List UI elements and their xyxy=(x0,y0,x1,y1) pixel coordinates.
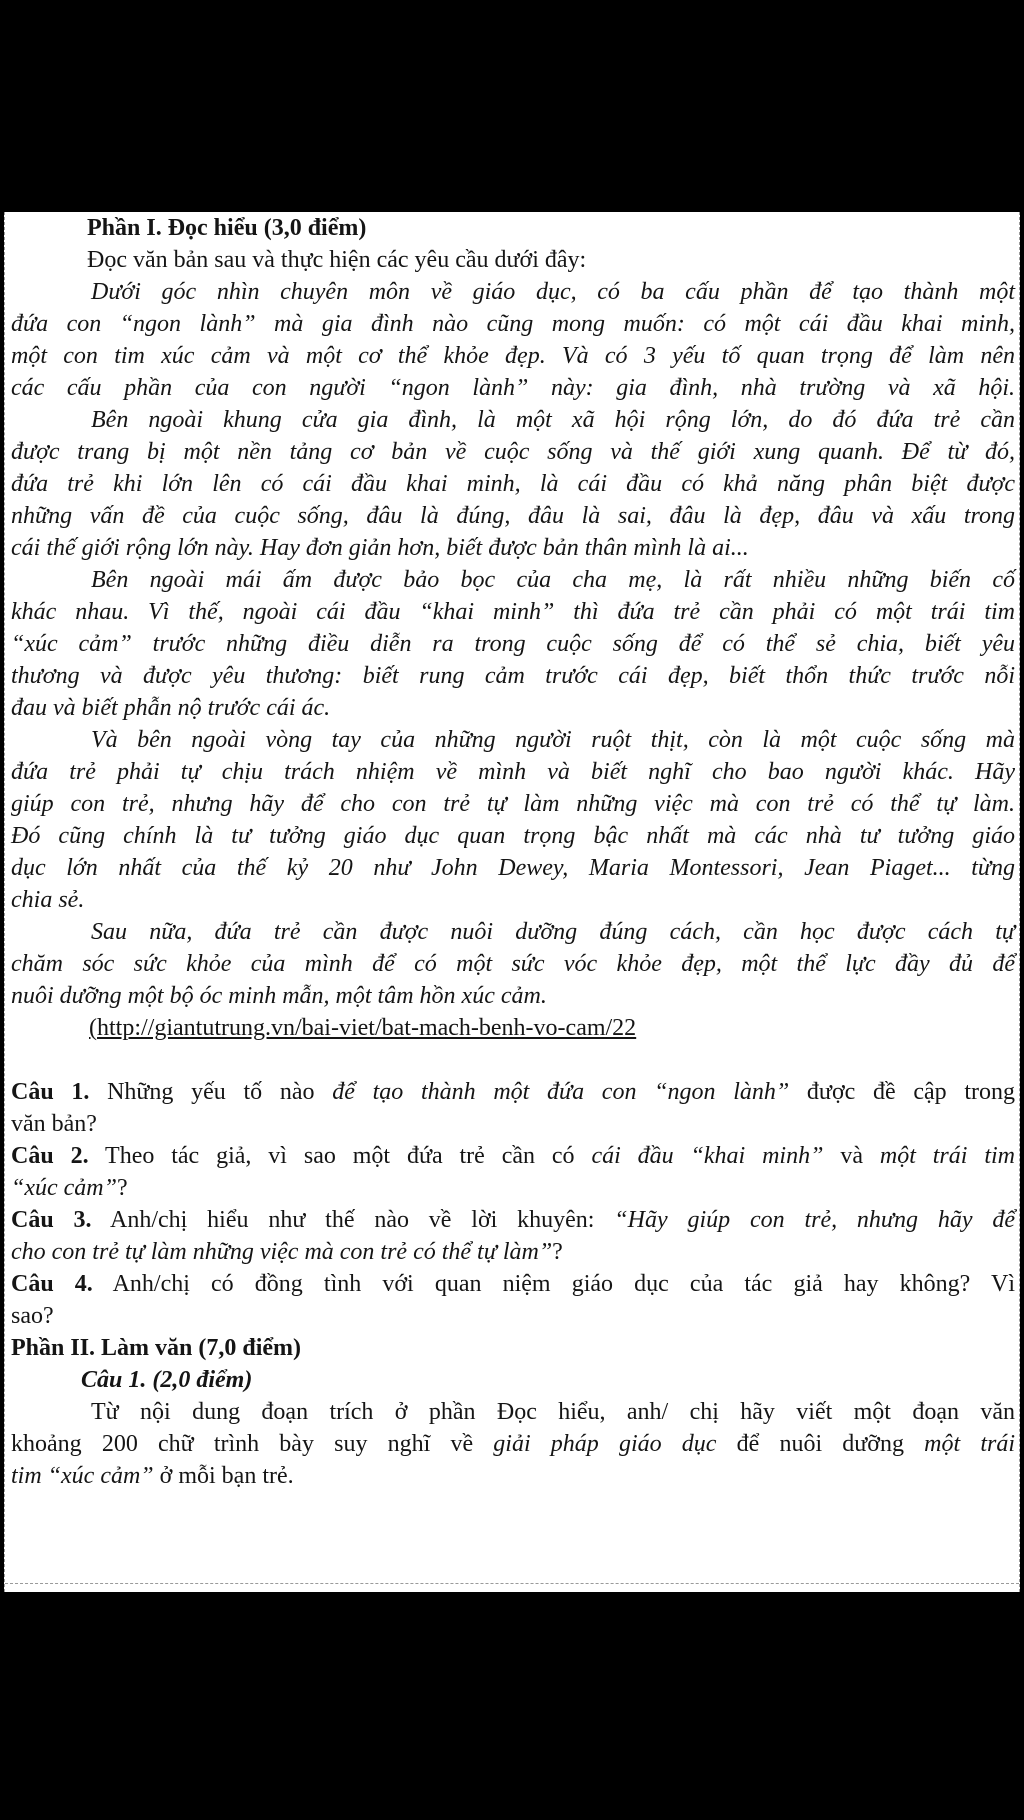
prompt-text: giải pháp giáo dục xyxy=(493,1431,717,1457)
passage-line: Bên ngoài mái ấm được bảo bọc của cha mẹ, là rất nhiều những biến cố xyxy=(91,567,1015,593)
question-label: Câu 3. xyxy=(11,1207,92,1233)
passage-line: khác nhau. Vì thế, ngoài cái đầu “khai minh” thì đứa trẻ cần phải có một trái tim xyxy=(11,599,1015,625)
question-2 xyxy=(11,1140,1015,1204)
source-link[interactable]: http://giantutrung.vn/bai-viet/bat-mach-benh-vo-cam/22 xyxy=(97,1015,637,1041)
passage-line: cái thế giới rộng lớn này. Hay đơn giản hơn, biết được bản thân mình là ai... xyxy=(11,535,749,561)
prompt-text: khoảng 200 chữ trình bày suy nghĩ về xyxy=(11,1431,494,1457)
passage-line: chăm sóc sức khỏe của mình để có một sức vóc khỏe đẹp, một thể lực đầy đủ để xyxy=(11,951,1015,977)
question-label: Câu 4. xyxy=(11,1271,93,1297)
passage-line: một con tim xúc cảm và một cơ thể khỏe đẹp. Và có 3 yếu tố quan trọng để làm nên xyxy=(11,343,1015,369)
question-text: và xyxy=(823,1143,880,1169)
part2-subheading: Câu 1. (2,0 điểm) xyxy=(81,1367,253,1393)
part1-heading: Phần I. Đọc hiểu (3,0 điểm) xyxy=(87,215,367,241)
question-label: Câu 1. xyxy=(11,1079,90,1105)
question-text: ? xyxy=(552,1239,563,1265)
spacer xyxy=(11,1044,1015,1076)
question-text: cho con trẻ tự làm những việc mà con trẻ có thể tự làm” xyxy=(11,1239,553,1265)
prompt-text: một trái xyxy=(924,1431,1015,1457)
question-text: văn bản? xyxy=(11,1111,97,1137)
question-text: ? xyxy=(116,1175,128,1201)
passage-line: đau và biết phẫn nộ trước cái ác. xyxy=(11,695,331,721)
question-3 xyxy=(11,1204,1015,1268)
passage-line: các cấu phần của con người “ngon lành” này: gia đình, nhà trường và xã hội. xyxy=(11,375,1015,401)
question-text: “xúc cảm” xyxy=(11,1175,117,1201)
question-text: “Hãy giúp con trẻ, nhưng hãy để xyxy=(614,1207,1015,1233)
document-page xyxy=(4,212,1020,1592)
question-text: Anh/chị hiểu như thế nào về lời khuyên: xyxy=(91,1207,615,1233)
passage-line: chia sẻ. xyxy=(11,887,85,913)
question-1 xyxy=(11,1076,1015,1140)
prompt-text: tim “xúc cảm” xyxy=(11,1463,154,1489)
passage-line: Dưới góc nhìn chuyên môn về giáo dục, có ba cấu phần để tạo thành một xyxy=(91,279,1015,305)
source-open-paren: ( xyxy=(89,1015,97,1041)
question-text: sao? xyxy=(11,1303,54,1329)
reading-passage xyxy=(11,276,1015,1012)
page-bottom-rule xyxy=(5,1583,1019,1584)
question-text: cái đầu “khai minh” xyxy=(591,1143,824,1169)
question-text: Anh/chị có đồng tình với quan niệm giáo dục của tác giả hay không? Vì xyxy=(92,1271,1015,1297)
passage-line: đứa trẻ phải tự chịu trách nhiệm về mình và biết nghĩ cho bao người khác. Hãy xyxy=(11,759,1015,785)
prompt-line: Từ nội dung đoạn trích ở phần Đọc hiểu, anh/ chị hãy viết một đoạn văn xyxy=(91,1399,1015,1425)
passage-line: Đó cũng chính là tư tưởng giáo dục quan trọng bậc nhất mà các nhà tư tưởng giáo xyxy=(11,823,1015,849)
prompt-text: ở mỗi bạn trẻ. xyxy=(153,1463,294,1489)
source-citation xyxy=(11,1012,1015,1044)
passage-line: Và bên ngoài vòng tay của những người ruột thịt, còn là một cuộc sống mà xyxy=(91,727,1015,753)
part1-instruction: Đọc văn bản sau và thực hiện các yêu cầu dưới đây: xyxy=(87,247,587,273)
passage-line: thương và được yêu thương: biết rung cảm trước cái đẹp, biết thổn thức trước nỗi xyxy=(11,663,1015,689)
passage-line: Bên ngoài khung cửa gia đình, là một xã hội rộng lớn, do đó đứa trẻ cần xyxy=(91,407,1015,433)
passage-line: được trang bị một nền tảng cơ bản về cuộc sống và thế giới xung quanh. Để từ đó, xyxy=(11,439,1015,465)
question-text: Theo tác giả, vì sao một đứa trẻ cần có xyxy=(88,1143,592,1169)
passage-line: “xúc cảm” trước những điều diễn ra trong cuộc sống để có thể sẻ chia, biết yêu xyxy=(11,631,1015,657)
passage-line: đứa trẻ khi lớn lên có cái đầu khai minh, là cái đầu có khả năng phân biệt được xyxy=(11,471,1015,497)
question-text: một trái tim xyxy=(879,1143,1015,1169)
essay-prompt xyxy=(11,1396,1015,1492)
question-text: được đề cập trong xyxy=(789,1079,1016,1105)
passage-line: dục lớn nhất của thế kỷ 20 như John Dewey, Maria Montessori, Jean Piaget... từng xyxy=(11,855,1015,881)
question-label: Câu 2. xyxy=(11,1143,89,1169)
passage-line: giúp con trẻ, nhưng hãy để cho con trẻ tự làm những việc mà con trẻ có thể tự làm. xyxy=(11,791,1015,817)
prompt-text: để nuôi dưỡng xyxy=(716,1431,925,1457)
part2-heading: Phần II. Làm văn (7,0 điểm) xyxy=(11,1335,302,1361)
passage-line: Sau nữa, đứa trẻ cần được nuôi dưỡng đúng cách, cần học được cách tự xyxy=(91,919,1015,945)
question-text: để tạo thành một đứa con “ngon lành” xyxy=(332,1079,790,1105)
passage-line: những vấn đề của cuộc sống, đâu là đúng, đâu là sai, đâu là đẹp, đâu và xấu trong xyxy=(11,503,1015,529)
question-text: Những yếu tố nào xyxy=(89,1079,333,1105)
question-4 xyxy=(11,1268,1015,1332)
passage-line: đứa con “ngon lành” mà gia đình nào cũng mong muốn: có một cái đầu khai minh, xyxy=(11,311,1015,337)
passage-line: nuôi dưỡng một bộ óc minh mẫn, một tâm hồn xúc cảm. xyxy=(11,983,547,1009)
